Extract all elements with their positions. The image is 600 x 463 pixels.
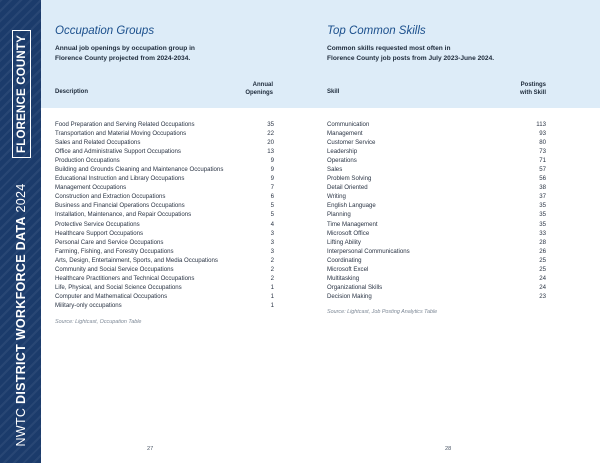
occupation-row-value: 9 — [270, 166, 274, 174]
skills-col-skill: Skill — [327, 89, 340, 95]
occupation-row — [55, 165, 274, 174]
skills-subtitle-line1: Common skills requested most often in — [327, 45, 451, 52]
skills-table — [327, 120, 546, 301]
occupation-row-label: Office and Administrative Support Occupations — [55, 148, 181, 156]
skill-row-value: 25 — [539, 265, 546, 273]
skills-col-postings — [490, 82, 546, 97]
occupation-row-value: 6 — [270, 193, 274, 201]
occupation-row-value: 3 — [270, 238, 274, 246]
occupation-row — [55, 301, 274, 310]
occupation-row-label: Computer and Mathematical Occupations — [55, 292, 168, 300]
occupation-row — [55, 274, 274, 283]
occupation-row-label: Management Occupations — [55, 184, 127, 192]
occupation-row-label: Military-only occupations — [55, 301, 122, 309]
skill-row-label: Planning — [327, 211, 351, 219]
county-name: FLORENCE COUNTY — [15, 35, 28, 153]
occupation-table — [55, 120, 274, 310]
skill-row-label: Writing — [327, 193, 346, 201]
occupation-row-label: Food Preparation and Serving Related Occupations — [55, 121, 195, 128]
occupation-col-openings-line2: Openings — [245, 89, 273, 96]
occupation-row-value: 4 — [270, 220, 274, 228]
skill-row — [327, 238, 546, 247]
occupation-row — [55, 210, 274, 219]
skill-row-value: 113 — [536, 121, 546, 128]
occupation-row — [55, 183, 274, 192]
sidebar — [0, 0, 41, 463]
skills-col-postings-line1: Postings — [520, 82, 546, 88]
skill-row-value: 57 — [539, 166, 546, 174]
skill-row-value: 24 — [539, 283, 546, 291]
skill-row-value: 35 — [539, 202, 546, 210]
occupation-row-label: Construction and Extraction Occupations — [55, 193, 166, 201]
occupation-row — [55, 201, 274, 210]
page-number-left: 27 — [147, 446, 154, 452]
skill-row-value: 38 — [539, 184, 546, 192]
skill-row-label: Problem Solving — [327, 175, 372, 183]
skill-row-label: Coordinating — [327, 256, 362, 264]
district-prefix: NWTC — [13, 403, 28, 447]
occupation-row-value: 13 — [267, 148, 274, 156]
skill-row — [327, 274, 546, 283]
occupation-row — [55, 238, 274, 247]
occupation-row-value: 1 — [270, 301, 274, 309]
skill-row — [327, 183, 546, 192]
skills-source: Source: Lightcast, Job Posting Analytics Table — [327, 309, 438, 315]
skill-row-label: Multitasking — [327, 274, 360, 282]
occupation-row-value: 1 — [270, 283, 274, 291]
skill-row — [327, 147, 546, 156]
occupation-row — [55, 156, 274, 165]
skill-row — [327, 192, 546, 201]
occupation-row-label: Sales and Related Occupations — [55, 139, 141, 147]
occupation-col-openings — [210, 82, 273, 97]
occupation-row — [55, 292, 274, 301]
occupation-row-value: 9 — [270, 175, 274, 183]
skill-row-value: 23 — [539, 292, 546, 300]
skill-row-label: Decision Making — [327, 292, 372, 300]
skill-row-value: 33 — [539, 229, 546, 237]
occupation-row-label: Farming, Fishing, and Forestry Occupations — [55, 247, 174, 255]
occupation-row — [55, 247, 274, 256]
skill-row-label: Communication — [327, 121, 370, 128]
skill-row-label: Time Management — [327, 220, 378, 228]
occupation-col-description: Description — [55, 89, 89, 95]
occupation-subtitle-line1: Annual job openings by occupation group in — [55, 45, 195, 52]
county-badge — [12, 30, 31, 158]
skills-subtitle — [327, 44, 494, 63]
skill-row — [327, 229, 546, 238]
occupation-row-value: 35 — [267, 121, 274, 128]
skill-row-value: 73 — [539, 148, 546, 156]
occupation-col-openings-line1: Annual — [252, 82, 273, 88]
skill-row — [327, 247, 546, 256]
skill-row — [327, 210, 546, 219]
skill-row-value: 28 — [539, 238, 546, 246]
district-title — [0, 183, 41, 447]
occupation-row-value: 1 — [270, 292, 274, 300]
skills-title: Top Common Skills — [327, 25, 426, 37]
occupation-row-value: 5 — [270, 202, 274, 210]
skill-row-label: Microsoft Office — [327, 229, 370, 237]
occupation-row-label: Protective Service Occupations — [55, 220, 140, 228]
occupation-row — [55, 138, 274, 147]
skill-row — [327, 201, 546, 210]
occupation-row-label: Personal Care and Service Occupations — [55, 238, 164, 246]
district-bold: DISTRICT WORKFORCE DATA — [13, 216, 28, 404]
skill-row — [327, 156, 546, 165]
occupation-row-label: Healthcare Practitioners and Technical Occupations — [55, 274, 195, 282]
occupation-row-value: 3 — [270, 229, 274, 237]
skill-row-label: Lifting Ability — [327, 238, 361, 246]
occupation-row-value: 2 — [270, 274, 274, 282]
skill-row — [327, 256, 546, 265]
skill-row-label: Leadership — [327, 148, 358, 156]
district-year: 2024 — [13, 183, 28, 217]
skill-row-label: Management — [327, 130, 363, 138]
occupation-row — [55, 147, 274, 156]
occupation-row-label: Educational Instruction and Library Occupations — [55, 175, 185, 183]
skill-row-label: Customer Service — [327, 139, 376, 147]
skill-row-value: 26 — [539, 247, 546, 255]
skill-row — [327, 165, 546, 174]
occupation-row — [55, 192, 274, 201]
skill-row-value: 71 — [539, 157, 546, 165]
occupation-row-value: 5 — [270, 211, 274, 219]
occupation-row — [55, 256, 274, 265]
skill-row — [327, 220, 546, 229]
occupation-row-label: Healthcare Support Occupations — [55, 229, 144, 237]
skill-row-value: 93 — [539, 130, 546, 138]
skill-row — [327, 129, 546, 138]
occupation-row-value: 20 — [267, 139, 274, 147]
occupation-subtitle-line2: Florence County projected from 2024-2034. — [55, 54, 191, 62]
skill-row — [327, 283, 546, 292]
occupation-row — [55, 229, 274, 238]
skill-row-value: 24 — [539, 274, 546, 282]
skill-row — [327, 265, 546, 274]
skill-row — [327, 138, 546, 147]
occupation-row-value: 9 — [270, 157, 274, 165]
occupation-row-value: 2 — [270, 265, 274, 273]
occupation-subtitle — [55, 44, 195, 63]
occupation-row-label: Transportation and Material Moving Occupations — [55, 130, 187, 138]
occupation-row-label: Production Occupations — [55, 157, 120, 165]
occupation-row-value: 3 — [270, 247, 274, 255]
occupation-row-label: Community and Social Service Occupations — [55, 265, 174, 273]
occupation-row — [55, 265, 274, 274]
skill-row-label: Sales — [327, 166, 343, 174]
occupation-row — [55, 283, 274, 292]
skill-row-value: 25 — [539, 256, 546, 264]
skill-row-label: Operations — [327, 157, 357, 165]
skill-row-value: 35 — [539, 211, 546, 219]
occupation-row — [55, 174, 274, 183]
skill-row — [327, 174, 546, 183]
occupation-row-value: 7 — [270, 184, 274, 192]
skill-row-label: Microsoft Excel — [327, 265, 369, 273]
skill-row-label: Organizational Skills — [327, 283, 383, 291]
occupation-row-label: Arts, Design, Entertainment, Sports, and Media Occupations — [55, 256, 218, 264]
skill-row-value: 80 — [539, 139, 546, 147]
skill-row — [327, 292, 546, 301]
skills-subtitle-line2: Florence County job posts from July 2023-June 2024. — [327, 54, 495, 62]
skills-col-postings-line2: with Skill — [519, 89, 546, 96]
occupation-row — [55, 129, 274, 138]
occupation-row — [55, 120, 274, 129]
occupation-row-label: Business and Financial Operations Occupations — [55, 202, 185, 210]
occupation-row — [55, 220, 274, 229]
skill-row-label: Interpersonal Communications — [327, 247, 410, 255]
skill-row-value: 35 — [539, 220, 546, 228]
occupation-row-label: Installation, Maintenance, and Repair Occupations — [55, 211, 192, 219]
occupation-row-value: 22 — [267, 130, 274, 138]
occupation-title: Occupation Groups — [55, 25, 155, 37]
page-number-right: 28 — [445, 446, 452, 452]
skill-row-value: 56 — [539, 175, 546, 183]
occupation-source: Source: Lightcast, Occupation Table — [55, 319, 142, 325]
occupation-row-label: Life, Physical, and Social Science Occupations — [55, 283, 182, 291]
skill-row-label: English Language — [327, 202, 376, 210]
skill-row-label: Detail Oriented — [327, 184, 368, 192]
occupation-row-label: Building and Grounds Cleaning and Maintenance Occupations — [55, 166, 224, 174]
occupation-row-value: 2 — [270, 256, 274, 264]
skill-row — [327, 120, 546, 129]
skill-row-value: 37 — [539, 193, 546, 201]
